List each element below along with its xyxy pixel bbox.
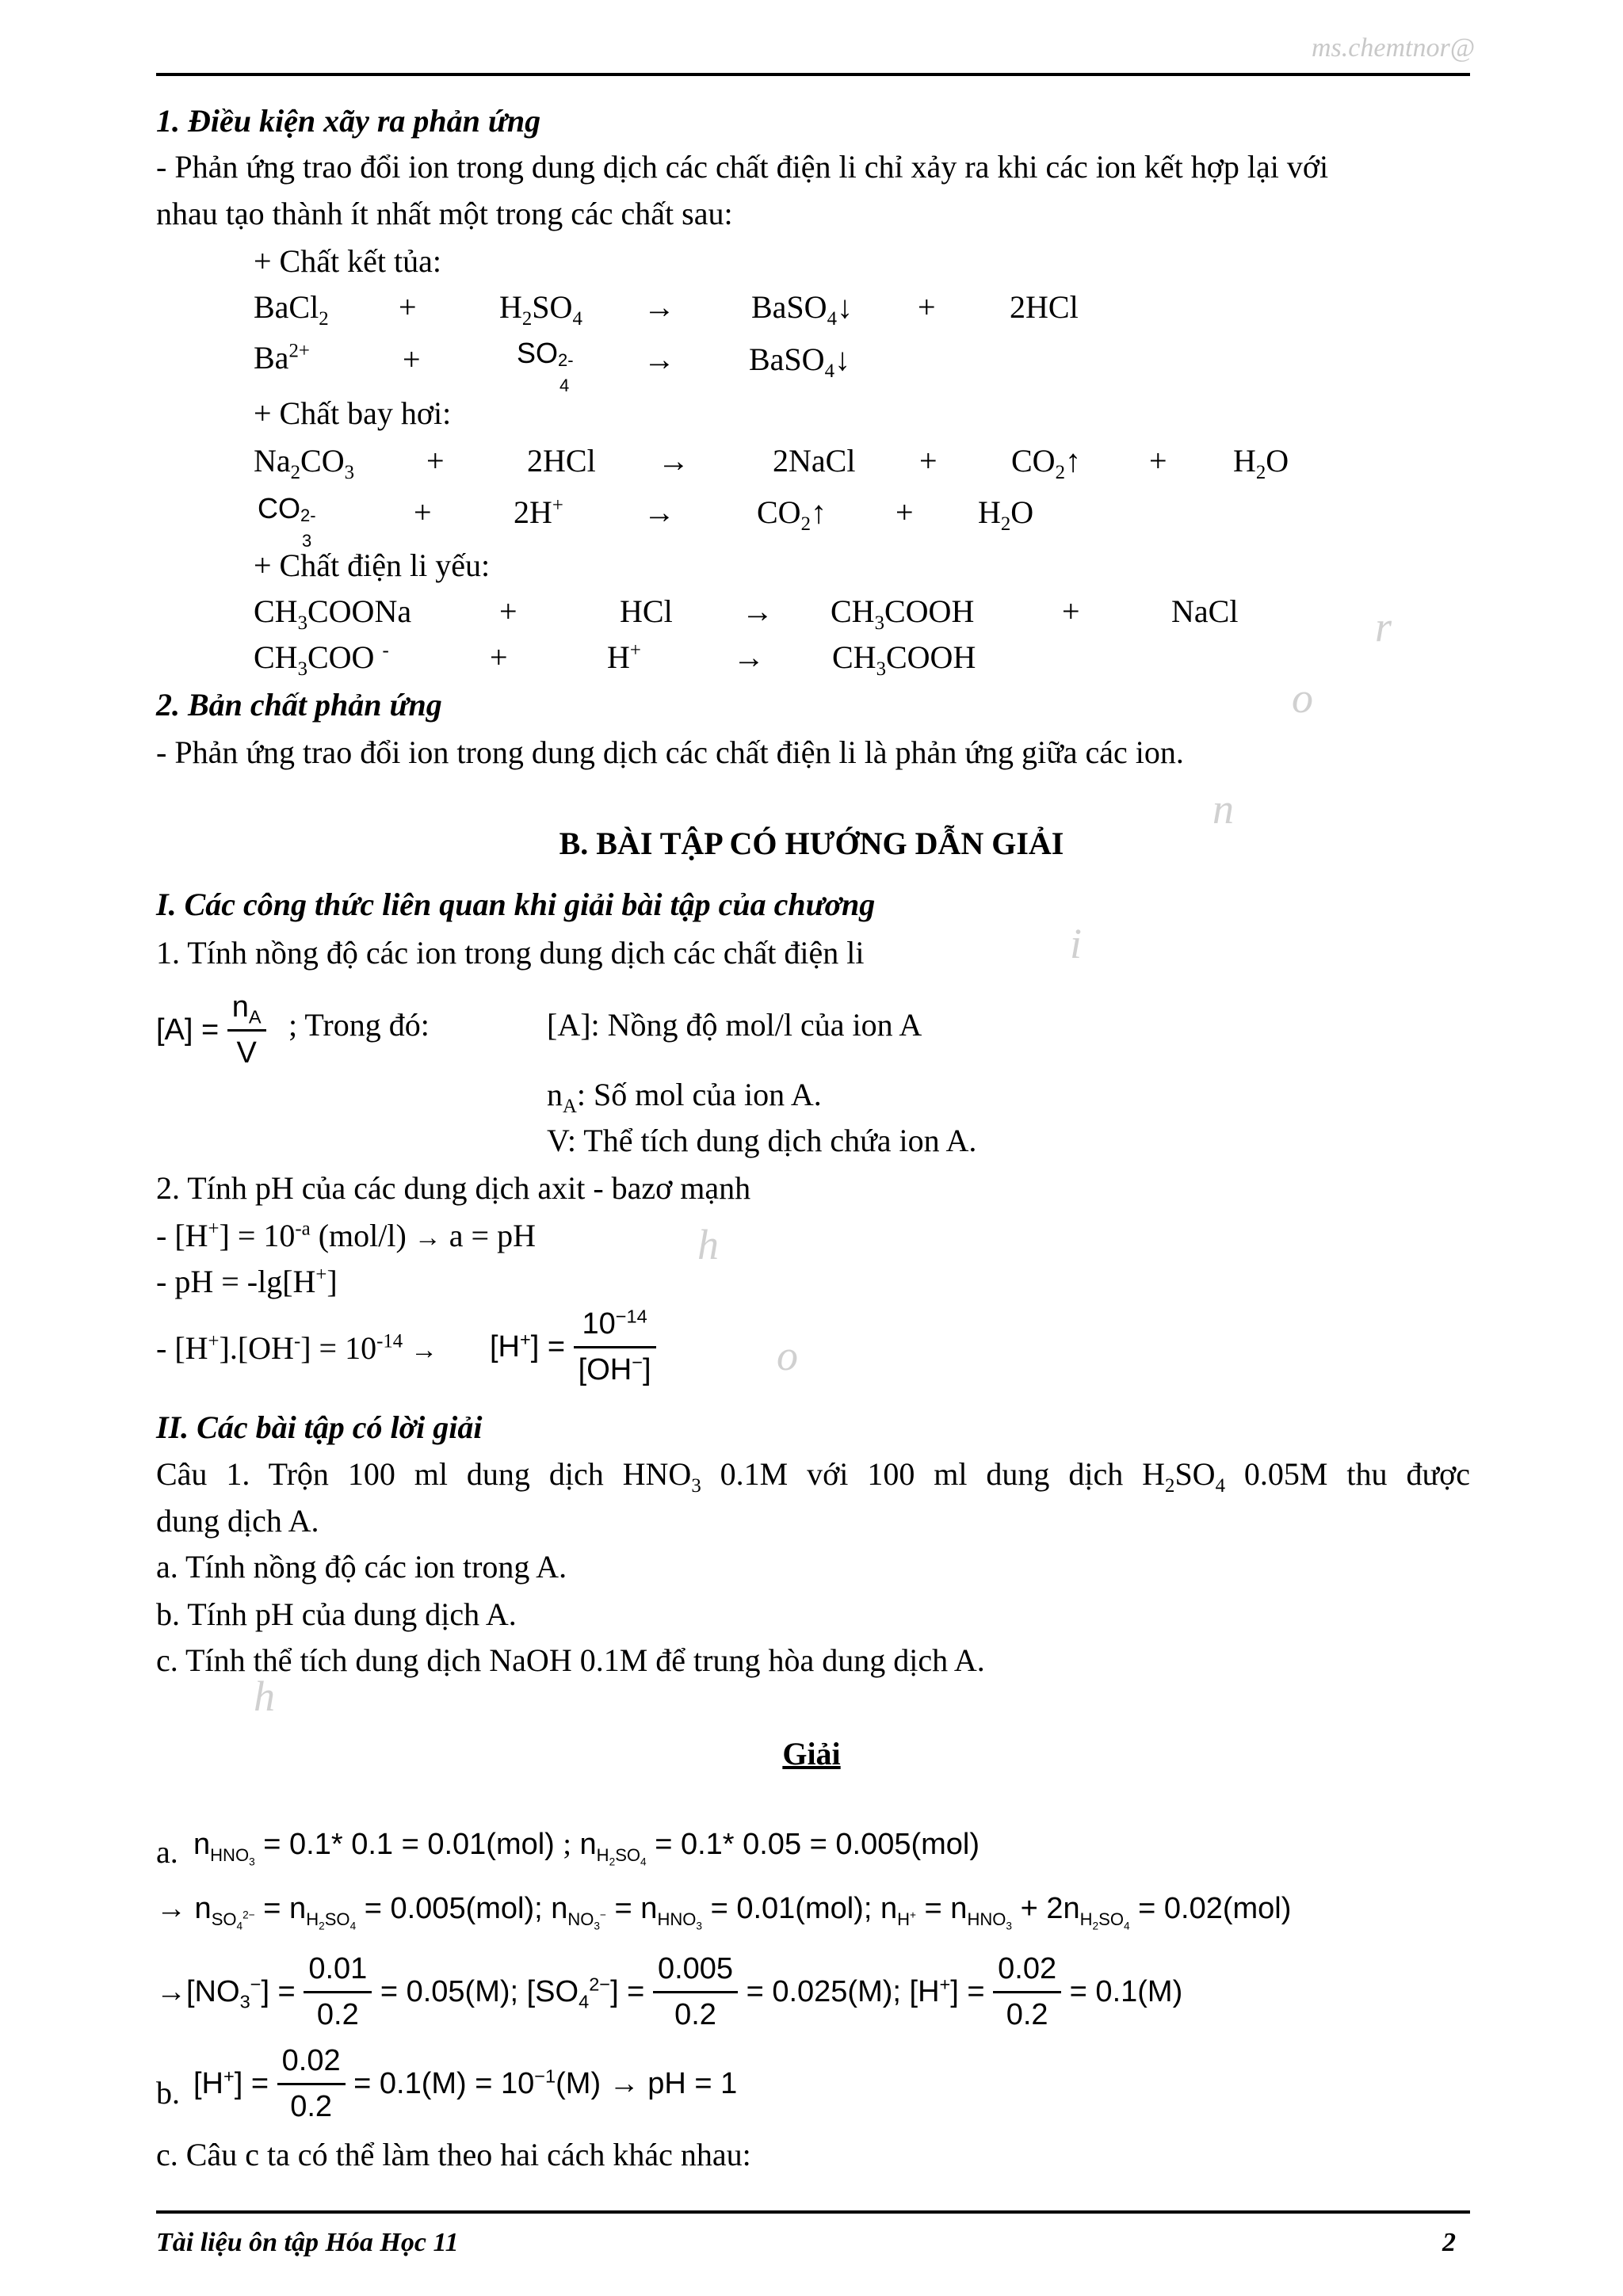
paragraph-line: - Phản ứng trao đổi ion trong dung dịch các chất điện li chỉ xảy ra khi các ion kết hợp lại với: [156, 149, 1329, 185]
question-line: dung dịch A.: [156, 1503, 319, 1539]
equation-term: 2HCl: [527, 443, 596, 479]
footer-title: Tài liệu ôn tập Hóa Học 11: [156, 2228, 459, 2257]
paragraph-line: - Phản ứng trao đổi ion trong dung dịch các chất điện li là phản ứng giữa các ion.: [156, 734, 1184, 770]
equation-term: +: [918, 289, 936, 325]
equation-term: BaSO$_4$↓: [751, 289, 853, 330]
equation-term: BaSO$_4$↓: [749, 341, 850, 382]
question-part: a. Tính nồng độ các ion trong A.: [156, 1549, 567, 1585]
equation-term: $H_2SO_4$: [499, 289, 582, 330]
equation-term: $H_2O$: [1233, 443, 1289, 483]
watermark-letter: i: [1070, 920, 1083, 967]
equation-term: $CO_2↑$: [1011, 443, 1081, 483]
definition-line: V: Thể tích dung dịch chứa ion A.: [547, 1123, 977, 1158]
paragraph-line: 2. Tính pH của các dung dịch axit - bazơ mạnh: [156, 1170, 751, 1206]
equation-term: +: [403, 341, 421, 377]
solution-line: b.: [156, 2075, 180, 2111]
equation-term: 2HCl: [1010, 289, 1079, 325]
equation-term: $CH_3COOH$: [831, 593, 975, 634]
equation-term: NaCl: [1171, 593, 1239, 629]
watermark-letter: h: [697, 1221, 719, 1268]
solution-line: c. Câu c ta có thể làm theo hai cách khác nhau:: [156, 2137, 751, 2172]
paragraph-line: 1. Tính nồng độ các ion trong dung dịch các chất điện li: [156, 935, 865, 971]
equation-term: $CH_3COOH$: [832, 639, 976, 680]
definition-line: [A]: Nồng độ mol/l của ion A: [547, 1007, 922, 1043]
equation-term: $CH_3COO$ -: [254, 639, 389, 680]
section-heading: II. Các bài tập có lời giải: [156, 1409, 483, 1445]
solution-line: a.: [156, 1834, 178, 1870]
header-rule: [156, 73, 1470, 76]
watermark-letter: o: [777, 1332, 798, 1379]
ionic-product-formula: - $[H^+].[OH^-] = 10^{-14}$ →: [156, 1330, 438, 1366]
equation-term: +: [399, 289, 417, 325]
equation-term: $Ba^{2+}$: [254, 340, 310, 376]
equation-arrow: →: [643, 289, 675, 325]
watermark-letter: h: [254, 1672, 275, 1720]
ph-formula: - $[H^+] = 10^{-a}$ (mol/l) → a = pH: [156, 1218, 536, 1253]
solution-title: Giải: [782, 1736, 841, 1772]
section-heading: 2. Bản chất phản ứng: [156, 687, 442, 723]
question-line: Câu 1. Trộn 100 ml dung dịch $HNO_3$ 0.1M với 100 ml dung dịch $H_2SO_4$ 0.05M thu được: [156, 1456, 1471, 1497]
ph-formula: - pH = -lg[H+]: [156, 1264, 338, 1299]
equation-term: BaCl$_2$: [254, 289, 329, 330]
header-watermark: ms.chemtnor@: [1312, 33, 1475, 63]
sulfate-ion: SO 2- 4: [517, 337, 574, 395]
equation-arrow: →: [658, 443, 689, 479]
definition-line: $n_A$: Số mol của ion A.: [547, 1077, 822, 1117]
watermark-letter: r: [1375, 603, 1392, 650]
formula-where: ; Trong đó:: [288, 1007, 430, 1043]
equation-arrow: →: [643, 341, 675, 377]
equation-term: $H_2O$: [978, 494, 1034, 535]
carbonate-ion: CO 2- 3: [258, 492, 316, 551]
section-heading: I. Các công thức liên quan khi giải bài tập của chương: [156, 887, 876, 922]
equation-term: 2H+: [514, 494, 563, 530]
equation-arrow: →: [733, 639, 765, 675]
equation-term: +: [896, 494, 914, 530]
footer-rule: [156, 2210, 1470, 2214]
page-number: 2: [1442, 2228, 1456, 2257]
solution-formula: → $n_{SO_4^{2-}} = n_{H_2SO_4} = 0.005(mol)$; $n_{NO_3^-} = n_{HNO_3} = 0.01(mol)$; $n_{H^+} = n_{HNO_3} + 2n_{H_2SO_4} = 0.02(mol)$: [156, 1892, 1292, 1932]
part-title: B. BÀI TẬP CÓ HƯỚNG DẪN GIẢI: [559, 826, 1064, 861]
equation-term: $CO_2↑$: [757, 494, 827, 535]
equation-term: +: [426, 443, 445, 479]
solution-formula: [H+] = $\frac{0.02}{0.2}$ = $0.1(M) = 10^{-1}(M)$ → pH = 1: [193, 2044, 738, 2123]
equation-arrow: →: [643, 494, 675, 530]
list-label: + Chất bay hơi:: [254, 395, 452, 431]
equation-term: $CH_3COONa$: [254, 593, 412, 634]
equation-term: H+: [607, 639, 641, 675]
equation-term: +: [490, 639, 508, 675]
question-part: b. Tính pH của dung dịch A.: [156, 1596, 517, 1632]
watermark-letter: n: [1212, 785, 1234, 833]
list-label: + Chất điện li yếu:: [254, 547, 491, 583]
equation-term: 2NaCl: [773, 443, 856, 479]
hydrogen-ion-formula: [H+] = $\frac{10^{-14}}{[OH^-]}$: [490, 1307, 656, 1387]
equation-term: +: [1062, 593, 1080, 629]
concentration-formula: [A] = $\frac{n_A}{V}$: [156, 990, 266, 1070]
list-label: + Chất kết tủa:: [254, 243, 441, 279]
equation-term: HCl: [620, 593, 673, 629]
equation-term: +: [1149, 443, 1167, 479]
solution-formula: $\to[NO_3^-]$ = $\frac{0.01}{0.2}$ = 0.05(M); $[SO_4^{2-}]$ = $\frac{0.005}{0.2}$ = 0.025(M); [H+] = $\frac{0.02}{0.2}$ = 0.1(M): [156, 1952, 1183, 2031]
equation-term: +: [919, 443, 938, 479]
section-heading: 1. Điều kiện xãy ra phản ứng: [156, 103, 541, 139]
paragraph-line: nhau tạo thành ít nhất một trong các chất sau:: [156, 196, 733, 231]
question-part: c. Tính thể tích dung dịch NaOH 0.1M để trung hòa dung dịch A.: [156, 1642, 985, 1678]
watermark-letter: o: [1292, 674, 1313, 722]
equation-term: +: [414, 494, 432, 530]
equation-term: +: [499, 593, 517, 629]
equation-arrow: →: [742, 593, 773, 629]
solution-formula: $n_{HNO_3} = 0.1*$ 0.1 = 0.01(mol) ; $n_{H_2SO_4} = 0.1*$ 0.05 = 0.005(mol): [193, 1828, 980, 1867]
equation-term: $Na_2CO_3$: [254, 443, 355, 483]
